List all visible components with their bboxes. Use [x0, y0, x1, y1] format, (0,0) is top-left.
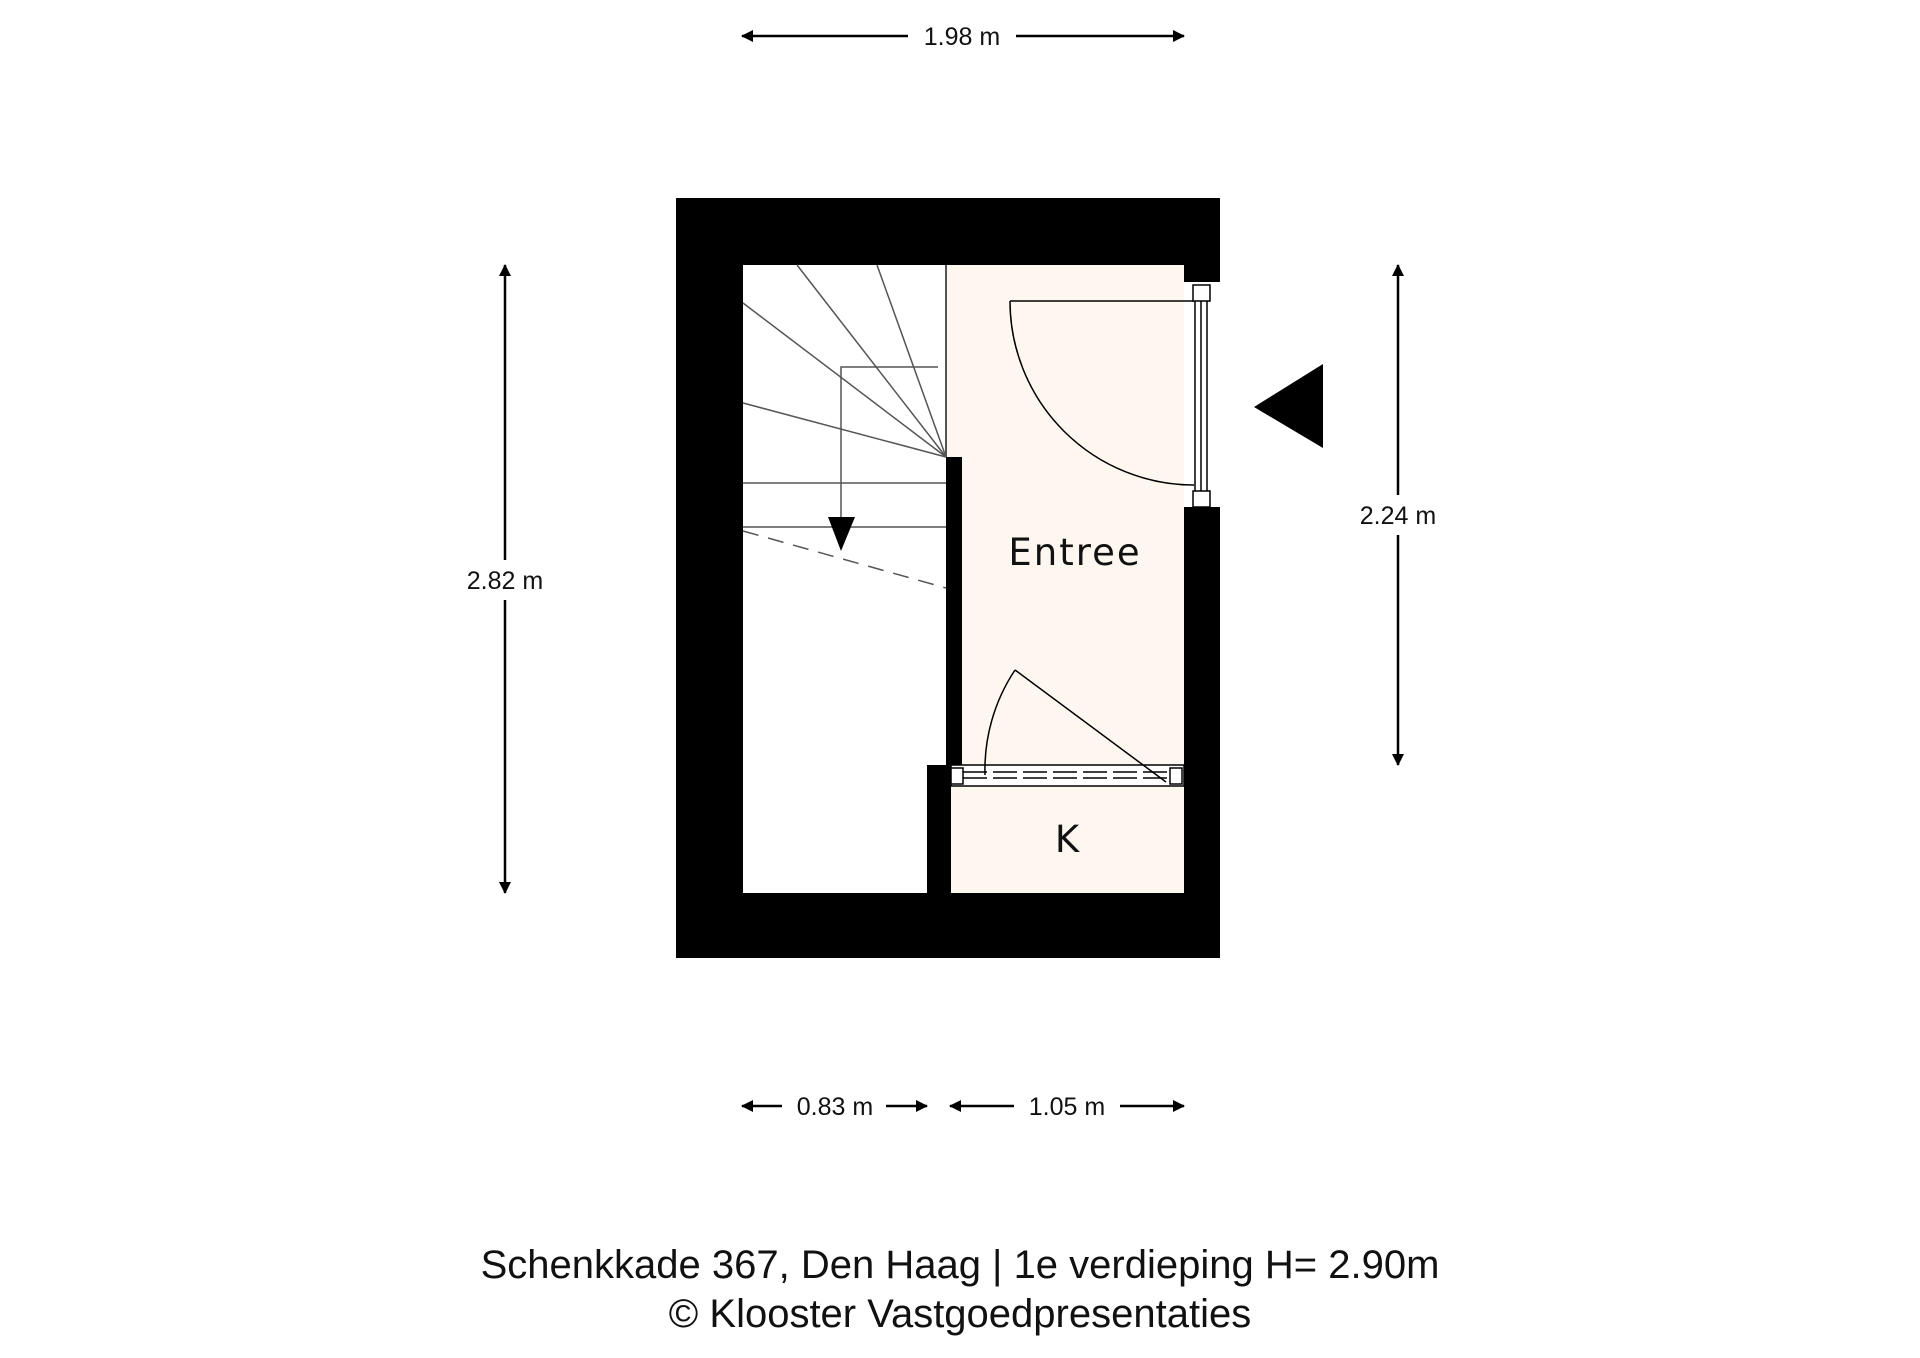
dimension-label-total-width: 1.98 m	[923, 23, 1001, 51]
dimension-entree-depth	[1360, 265, 1436, 765]
stair-area	[743, 265, 946, 893]
dimension-label-entree-width: 1.05 m	[1028, 1093, 1106, 1121]
dimension-total-depth	[467, 265, 543, 893]
entrance-arrow-icon	[1254, 364, 1323, 448]
dimension-label-entree-depth: 2.24 m	[1359, 502, 1437, 530]
footer-copyright: © Klooster Vastgoedpresentaties	[668, 1292, 1252, 1336]
dimension-total-width	[742, 23, 1184, 51]
dimension-entree-width	[950, 1093, 1184, 1121]
dimension-label-stair-width: 0.83 m	[796, 1093, 874, 1121]
dimension-stair-width	[742, 1093, 927, 1121]
front-door-opening	[1184, 282, 1220, 507]
room-label-k: K	[1054, 818, 1082, 861]
room-entree-floor	[946, 265, 1184, 765]
interior-spaces	[743, 265, 1220, 893]
dimension-label-total-depth: 2.82 m	[466, 567, 544, 595]
footer-address: Schenkkade 367, Den Haag | 1e verdieping H= 2.90m	[480, 1243, 1440, 1287]
room-label-entree: Entree	[1008, 531, 1142, 574]
